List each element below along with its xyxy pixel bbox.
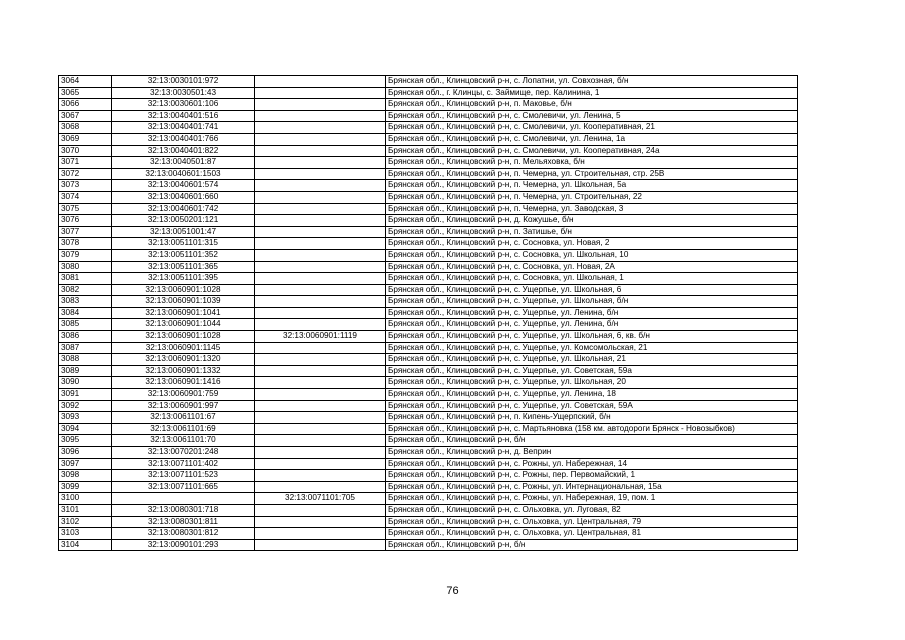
- row-number-cell: 3089: [59, 365, 112, 377]
- address-cell: Брянская обл., Клинцовский р-н, б/н: [386, 435, 798, 447]
- cadastral-number-cell: 32:13:0060901:1028: [112, 331, 255, 343]
- object-cadastral-number-cell: [255, 354, 386, 366]
- table-row: [59, 168, 798, 180]
- table-row: [59, 458, 798, 470]
- table-row: [59, 539, 798, 551]
- row-number-cell: 3075: [59, 203, 112, 215]
- table-row: [59, 307, 798, 319]
- object-cadastral-number-cell: [255, 412, 386, 424]
- address-cell: Брянская обл., Клинцовский р-н, б/н: [386, 539, 798, 551]
- object-cadastral-number-cell: [255, 319, 386, 331]
- address-cell: Брянская обл., Клинцовский р-н, с. Ущерпье, ул. Школьная, 21: [386, 354, 798, 366]
- table-row: [59, 504, 798, 516]
- table-row: [59, 331, 798, 343]
- address-cell: Брянская обл., Клинцовский р-н, п. Мельяховка, б/н: [386, 157, 798, 169]
- table-row: [59, 284, 798, 296]
- cadastral-number-cell: 32:13:0060901:1416: [112, 377, 255, 389]
- cadastral-number-cell: 32:13:0060901:1028: [112, 284, 255, 296]
- object-cadastral-number-cell: [255, 191, 386, 203]
- row-number-cell: 3100: [59, 493, 112, 505]
- table-row: [59, 87, 798, 99]
- object-cadastral-number-cell: [255, 539, 386, 551]
- object-cadastral-number-cell: [255, 504, 386, 516]
- row-number-cell: 3098: [59, 470, 112, 482]
- object-cadastral-number-cell: [255, 296, 386, 308]
- cadastral-number-cell: 32:13:0051101:395: [112, 273, 255, 285]
- address-cell: Брянская обл., Клинцовский р-н, с. Мартьяновка (158 км. автодороги Брянск - Новозыбков): [386, 423, 798, 435]
- row-number-cell: 3076: [59, 215, 112, 227]
- object-cadastral-number-cell: [255, 470, 386, 482]
- object-cadastral-number-cell: [255, 273, 386, 285]
- object-cadastral-number-cell: [255, 528, 386, 540]
- property-table-body: [59, 76, 798, 551]
- object-cadastral-number-cell: [255, 122, 386, 134]
- cadastral-number-cell: 32:13:0051101:352: [112, 249, 255, 261]
- address-cell: Брянская обл., Клинцовский р-н, с. Ущерпье, ул. Советская, 59А: [386, 400, 798, 412]
- row-number-cell: 3099: [59, 481, 112, 493]
- cadastral-number-cell: 32:13:0040501:87: [112, 157, 255, 169]
- cadastral-number-cell: 32:13:0030501:43: [112, 87, 255, 99]
- page-number: 76: [446, 585, 459, 597]
- table-row: [59, 296, 798, 308]
- cadastral-number-cell: 32:13:0071101:523: [112, 470, 255, 482]
- cadastral-number-cell: 32:13:0040601:742: [112, 203, 255, 215]
- cadastral-number-cell: 32:13:0040601:574: [112, 180, 255, 192]
- cadastral-number-cell: 32:13:0060901:759: [112, 389, 255, 401]
- table-row: [59, 261, 798, 273]
- address-cell: Брянская обл., Клинцовский р-н, с. Ущерпье, ул. Ленина, б/н: [386, 319, 798, 331]
- property-table: [58, 75, 798, 551]
- cadastral-number-cell: 32:13:0080301:811: [112, 516, 255, 528]
- table-row: [59, 203, 798, 215]
- row-number-cell: 3103: [59, 528, 112, 540]
- cadastral-number-cell: 32:13:0060901:997: [112, 400, 255, 412]
- address-cell: Брянская обл., Клинцовский р-н, с. Смолевичи, ул. Ленина, 5: [386, 110, 798, 122]
- cadastral-number-cell: 32:13:0080301:812: [112, 528, 255, 540]
- row-number-cell: 3080: [59, 261, 112, 273]
- object-cadastral-number-cell: 32:13:0071101:705: [255, 493, 386, 505]
- address-cell: Брянская обл., Клинцовский р-н, с. Сосновка, ул. Школьная, 10: [386, 249, 798, 261]
- cadastral-number-cell: [112, 493, 255, 505]
- cadastral-number-cell: 32:13:0030101:972: [112, 76, 255, 88]
- row-number-cell: 3074: [59, 191, 112, 203]
- address-cell: Брянская обл., Клинцовский р-н, п. Кипень-Ущерпский, б/н: [386, 412, 798, 424]
- row-number-cell: 3077: [59, 226, 112, 238]
- row-number-cell: 3082: [59, 284, 112, 296]
- address-cell: Брянская обл., Клинцовский р-н, д. Веприн: [386, 447, 798, 459]
- object-cadastral-number-cell: [255, 215, 386, 227]
- row-number-cell: 3079: [59, 249, 112, 261]
- cadastral-number-cell: 32:13:0071101:402: [112, 458, 255, 470]
- object-cadastral-number-cell: [255, 342, 386, 354]
- row-number-cell: 3090: [59, 377, 112, 389]
- table-row: [59, 273, 798, 285]
- row-number-cell: 3085: [59, 319, 112, 331]
- cadastral-number-cell: 32:13:0071101:665: [112, 481, 255, 493]
- table-row: [59, 412, 798, 424]
- row-number-cell: 3072: [59, 168, 112, 180]
- address-cell: Брянская обл., Клинцовский р-н, с. Ущерпье, ул. Школьная, 6: [386, 284, 798, 296]
- object-cadastral-number-cell: [255, 481, 386, 493]
- row-number-cell: 3064: [59, 76, 112, 88]
- cadastral-number-cell: 32:13:0050201:121: [112, 215, 255, 227]
- address-cell: Брянская обл., Клинцовский р-н, с. Рожны, ул. Интернациональная, 15а: [386, 481, 798, 493]
- table-row: [59, 133, 798, 145]
- object-cadastral-number-cell: [255, 249, 386, 261]
- row-number-cell: 3093: [59, 412, 112, 424]
- address-cell: Брянская обл., Клинцовский р-н, с. Сосновка, ул. Новая, 2: [386, 238, 798, 250]
- cadastral-number-cell: 32:13:0090101:293: [112, 539, 255, 551]
- cadastral-number-cell: 32:13:0060901:1145: [112, 342, 255, 354]
- address-cell: Брянская обл., Клинцовский р-н, с. Ущерпье, ул. Школьная, б/н: [386, 296, 798, 308]
- object-cadastral-number-cell: [255, 203, 386, 215]
- cadastral-number-cell: 32:13:0040401:766: [112, 133, 255, 145]
- table-row: [59, 238, 798, 250]
- cadastral-number-cell: 32:13:0061101:70: [112, 435, 255, 447]
- object-cadastral-number-cell: 32:13:0060901:1119: [255, 331, 386, 343]
- table-row: [59, 76, 798, 88]
- address-cell: Брянская обл., Клинцовский р-н, с. Смолевичи, ул. Кооперативная, 24а: [386, 145, 798, 157]
- address-cell: Брянская обл., Клинцовский р-н, с. Ольховка, ул. Луговая, 82: [386, 504, 798, 516]
- cadastral-number-cell: 32:13:0030601:106: [112, 99, 255, 111]
- table-row: [59, 493, 798, 505]
- row-number-cell: 3104: [59, 539, 112, 551]
- address-cell: Брянская обл., Клинцовский р-н, п. Чемерна, ул. Строительная, стр. 25В: [386, 168, 798, 180]
- table-row: [59, 516, 798, 528]
- object-cadastral-number-cell: [255, 307, 386, 319]
- cadastral-number-cell: 32:13:0060901:1320: [112, 354, 255, 366]
- row-number-cell: 3073: [59, 180, 112, 192]
- object-cadastral-number-cell: [255, 145, 386, 157]
- row-number-cell: 3102: [59, 516, 112, 528]
- object-cadastral-number-cell: [255, 180, 386, 192]
- table-row: [59, 528, 798, 540]
- table-row: [59, 481, 798, 493]
- address-cell: Брянская обл., Клинцовский р-н, с. Ущерпье, ул. Комсомольская, 21: [386, 342, 798, 354]
- table-row: [59, 342, 798, 354]
- address-cell: Брянская обл., Клинцовский р-н, с. Смолевичи, ул. Ленина, 1а: [386, 133, 798, 145]
- row-number-cell: 3081: [59, 273, 112, 285]
- address-cell: Брянская обл., Клинцовский р-н, д. Кожушье, б/н: [386, 215, 798, 227]
- address-cell: Брянская обл., Клинцовский р-н, с. Ущерпье, ул. Школьная, 20: [386, 377, 798, 389]
- address-cell: Брянская обл., г. Клинцы, с. Займище, пер. Калинина, 1: [386, 87, 798, 99]
- address-cell: Брянская обл., Клинцовский р-н, п. Маковье, б/н: [386, 99, 798, 111]
- table-row: [59, 226, 798, 238]
- cadastral-number-cell: 32:13:0060901:1044: [112, 319, 255, 331]
- address-cell: Брянская обл., Клинцовский р-н, с. Рожны, ул. Набережная, 14: [386, 458, 798, 470]
- object-cadastral-number-cell: [255, 284, 386, 296]
- object-cadastral-number-cell: [255, 400, 386, 412]
- row-number-cell: 3091: [59, 389, 112, 401]
- object-cadastral-number-cell: [255, 168, 386, 180]
- address-cell: Брянская обл., Клинцовский р-н, с. Ущерпье, ул. Советская, 59а: [386, 365, 798, 377]
- address-cell: Брянская обл., Клинцовский р-н, с. Ущерпье, ул. Ленина, б/н: [386, 307, 798, 319]
- address-cell: Брянская обл., Клинцовский р-н, с. Сосновка, ул. Школьная, 1: [386, 273, 798, 285]
- address-cell: Брянская обл., Клинцовский р-н, п. Чемерна, ул. Школьная, 5а: [386, 180, 798, 192]
- table-row: [59, 145, 798, 157]
- row-number-cell: 3087: [59, 342, 112, 354]
- table-row: [59, 99, 798, 111]
- row-number-cell: 3066: [59, 99, 112, 111]
- address-cell: Брянская обл., Клинцовский р-н, с. Рожны, ул. Набережная, 19, пом. 1: [386, 493, 798, 505]
- table-row: [59, 470, 798, 482]
- cadastral-number-cell: 32:13:0040401:822: [112, 145, 255, 157]
- row-number-cell: 3083: [59, 296, 112, 308]
- row-number-cell: 3070: [59, 145, 112, 157]
- row-number-cell: 3097: [59, 458, 112, 470]
- address-cell: Брянская обл., Клинцовский р-н, с. Ольховка, ул. Центральная, 81: [386, 528, 798, 540]
- table-row: [59, 122, 798, 134]
- table-row: [59, 400, 798, 412]
- cadastral-number-cell: 32:13:0051101:315: [112, 238, 255, 250]
- row-number-cell: 3101: [59, 504, 112, 516]
- table-row: [59, 157, 798, 169]
- address-cell: Брянская обл., Клинцовский р-н, с. Рожны, пер. Первомайский, 1: [386, 470, 798, 482]
- row-number-cell: 3068: [59, 122, 112, 134]
- table-row: [59, 447, 798, 459]
- cadastral-number-cell: 32:13:0051001:47: [112, 226, 255, 238]
- object-cadastral-number-cell: [255, 447, 386, 459]
- object-cadastral-number-cell: [255, 157, 386, 169]
- address-cell: Брянская обл., Клинцовский р-н, с. Ущерпье, ул. Школьная, 6, кв. б/н: [386, 331, 798, 343]
- address-cell: Брянская обл., Клинцовский р-н, с. Смолевичи, ул. Кооперативная, 21: [386, 122, 798, 134]
- cadastral-number-cell: 32:13:0070201:248: [112, 447, 255, 459]
- row-number-cell: 3092: [59, 400, 112, 412]
- address-cell: Брянская обл., Клинцовский р-н, п. Чемерна, ул. Заводская, 3: [386, 203, 798, 215]
- row-number-cell: 3088: [59, 354, 112, 366]
- table-row: [59, 180, 798, 192]
- object-cadastral-number-cell: [255, 99, 386, 111]
- object-cadastral-number-cell: [255, 76, 386, 88]
- object-cadastral-number-cell: [255, 87, 386, 99]
- table-row: [59, 215, 798, 227]
- row-number-cell: 3096: [59, 447, 112, 459]
- cadastral-number-cell: 32:13:0040401:516: [112, 110, 255, 122]
- row-number-cell: 3086: [59, 331, 112, 343]
- table-row: [59, 354, 798, 366]
- object-cadastral-number-cell: [255, 238, 386, 250]
- object-cadastral-number-cell: [255, 226, 386, 238]
- row-number-cell: 3065: [59, 87, 112, 99]
- address-cell: Брянская обл., Клинцовский р-н, с. Ольховка, ул. Центральная, 79: [386, 516, 798, 528]
- table-row: [59, 435, 798, 447]
- address-cell: Брянская обл., Клинцовский р-н, п. Затишье, б/н: [386, 226, 798, 238]
- cadastral-number-cell: 32:13:0080301:718: [112, 504, 255, 516]
- table-row: [59, 110, 798, 122]
- cadastral-number-cell: 32:13:0040601:660: [112, 191, 255, 203]
- address-cell: Брянская обл., Клинцовский р-н, с. Лопатни, ул. Совхозная, б/н: [386, 76, 798, 88]
- table-row: [59, 423, 798, 435]
- object-cadastral-number-cell: [255, 389, 386, 401]
- object-cadastral-number-cell: [255, 516, 386, 528]
- cadastral-number-cell: 32:13:0061101:69: [112, 423, 255, 435]
- address-cell: Брянская обл., Клинцовский р-н, с. Сосновка, ул. Новая, 2А: [386, 261, 798, 273]
- row-number-cell: 3071: [59, 157, 112, 169]
- cadastral-number-cell: 32:13:0040401:741: [112, 122, 255, 134]
- cadastral-number-cell: 32:13:0060901:1041: [112, 307, 255, 319]
- row-number-cell: 3067: [59, 110, 112, 122]
- cadastral-number-cell: 32:13:0051101:365: [112, 261, 255, 273]
- cadastral-number-cell: 32:13:0060901:1039: [112, 296, 255, 308]
- table-row: [59, 365, 798, 377]
- object-cadastral-number-cell: [255, 458, 386, 470]
- row-number-cell: 3094: [59, 423, 112, 435]
- cadastral-number-cell: 32:13:0040601:1503: [112, 168, 255, 180]
- cadastral-number-cell: 32:13:0061101:67: [112, 412, 255, 424]
- cadastral-number-cell: 32:13:0060901:1332: [112, 365, 255, 377]
- row-number-cell: 3078: [59, 238, 112, 250]
- table-row: [59, 249, 798, 261]
- object-cadastral-number-cell: [255, 133, 386, 145]
- table-row: [59, 191, 798, 203]
- table-row: [59, 319, 798, 331]
- object-cadastral-number-cell: [255, 365, 386, 377]
- table-row: [59, 389, 798, 401]
- row-number-cell: 3069: [59, 133, 112, 145]
- row-number-cell: 3095: [59, 435, 112, 447]
- address-cell: Брянская обл., Клинцовский р-н, п. Чемерна, ул. Строительная, 22: [386, 191, 798, 203]
- address-cell: Брянская обл., Клинцовский р-н, с. Ущерпье, ул. Ленина, 18: [386, 389, 798, 401]
- object-cadastral-number-cell: [255, 377, 386, 389]
- row-number-cell: 3084: [59, 307, 112, 319]
- object-cadastral-number-cell: [255, 110, 386, 122]
- table-row: [59, 377, 798, 389]
- object-cadastral-number-cell: [255, 423, 386, 435]
- object-cadastral-number-cell: [255, 435, 386, 447]
- object-cadastral-number-cell: [255, 261, 386, 273]
